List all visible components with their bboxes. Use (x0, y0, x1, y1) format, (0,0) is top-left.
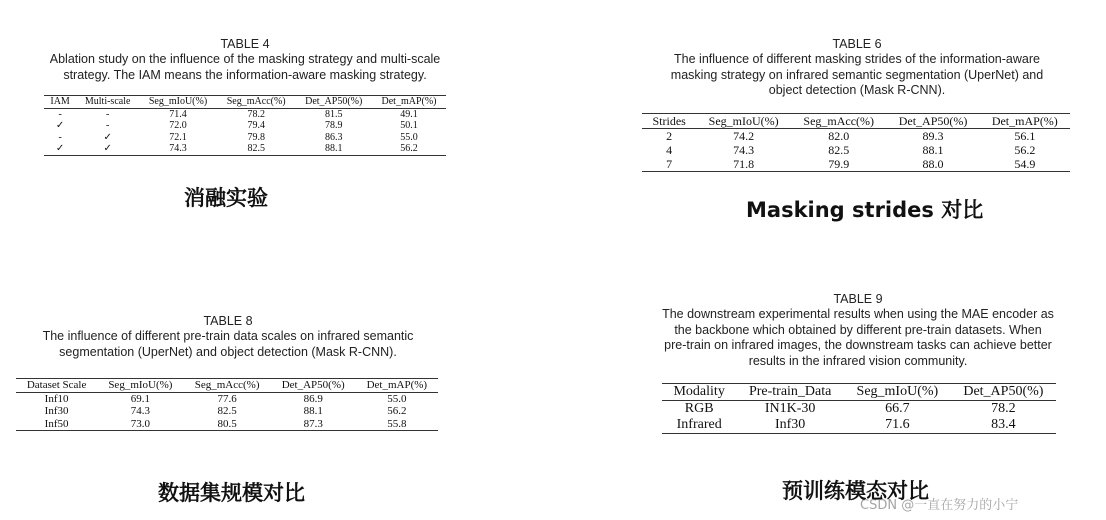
table-cell: Inf50 (44, 417, 69, 430)
table-cell: 2 (666, 128, 673, 143)
table6 (642, 113, 1070, 172)
table-row (642, 128, 1070, 143)
table-cell: 88.0 (922, 156, 944, 171)
table-cell: 56.2 (1014, 142, 1036, 157)
table-cell: 82.5 (247, 143, 265, 154)
table-cell: 82.5 (828, 142, 850, 157)
table-row (16, 392, 438, 405)
col-header: Multi-scale (84, 96, 131, 107)
col-header: Seg_mIoU(%) (708, 113, 779, 128)
table6-caption (640, 52, 1074, 99)
col-header: Seg_mAcc(%) (194, 379, 260, 391)
caption-line: The downstream experimental results when using the MAE encoder as (662, 307, 1054, 321)
caption-line: results in the infrared vision community. (748, 353, 968, 368)
table-cell: Inf10 (44, 392, 69, 405)
caption-line: pre-train on infrared images, the downstream tasks can achieve better (664, 338, 1052, 352)
col-header: Seg_mAcc(%) (226, 96, 286, 107)
table-row (642, 157, 1070, 172)
table-cell: 74.3 (733, 142, 755, 157)
table-cell: 79.9 (828, 156, 850, 171)
col-header: Seg_mAcc(%) (803, 113, 875, 128)
table-cell: 86.9 (303, 392, 323, 405)
table-cell: 55.0 (400, 131, 418, 143)
table-row (44, 132, 446, 144)
caption-line: masking strategy on infrared semantic segmentation (UperNet) and (670, 67, 1044, 82)
table-cell: 72.1 (169, 131, 187, 143)
caption-line: object detection (Mask R-CNN). (768, 83, 946, 97)
table-cell: ✓ (55, 120, 65, 131)
table-cell: 55.8 (387, 417, 407, 430)
table-cell: 71.6 (885, 417, 910, 432)
table-row (662, 417, 1056, 434)
caption-line: segmentation (UperNet) and object detection (Mask R-CNN). (59, 344, 397, 359)
table-cell: 49.1 (400, 108, 418, 120)
table-cell: 55.0 (387, 392, 407, 405)
table-cell: 7 (666, 156, 673, 171)
table-cell: 82.0 (828, 128, 850, 143)
table-cell: Inf30 (774, 417, 806, 432)
table-cell: 74.2 (733, 128, 755, 143)
table9-block (634, 292, 1082, 434)
table-cell: 80.5 (217, 417, 237, 430)
table-cell: 89.3 (922, 128, 944, 143)
table-cell: 66.7 (885, 401, 910, 416)
table-cell: RGB (684, 401, 714, 416)
caption-line: the backbone which obtained by different pre-train datasets. When (674, 322, 1042, 337)
table8-caption (14, 329, 442, 360)
table-cell: 73.0 (130, 417, 151, 430)
table-cell: 50.1 (400, 120, 418, 131)
table-cell: Inf30 (44, 405, 69, 417)
table8 (16, 378, 438, 431)
col-header: Det_mAP(%) (381, 96, 437, 107)
table-cell: 88.1 (922, 142, 944, 157)
col-header: Det_mAP(%) (991, 113, 1058, 128)
table-cell: Infrared (676, 417, 722, 432)
table-cell: ✓ (103, 131, 112, 143)
table-cell: 72.0 (169, 120, 187, 131)
table-cell: 56.2 (400, 143, 418, 154)
table-cell: 86.3 (324, 131, 343, 143)
table-cell: 79.8 (247, 131, 265, 143)
table9 (662, 383, 1056, 434)
table-row (16, 418, 438, 431)
caption-line: Ablation study on the influence of the masking strategy and multi-scale (49, 52, 441, 66)
table-cell: 54.9 (1014, 156, 1036, 171)
col-header: Det_AP50(%) (281, 379, 345, 391)
table4-heading: 消融实验 (184, 186, 268, 210)
table-cell: 77.6 (217, 392, 237, 405)
csdn-watermark: CSDN @一直在努力的小宁 (860, 498, 1019, 513)
table-row (44, 120, 446, 132)
table-cell: 83.4 (991, 417, 1016, 432)
table-cell: 74.3 (169, 143, 187, 154)
col-header: Dataset Scale (26, 379, 87, 391)
table-cell: 78.9 (324, 120, 343, 131)
table-cell: ✓ (55, 143, 65, 154)
table-cell: 88.1 (324, 143, 343, 154)
col-header: Pre-train_Data (748, 384, 832, 399)
table-cell: 87.3 (303, 417, 323, 430)
col-header: Strides (652, 113, 686, 128)
table6-heading: Masking strides 对比 (746, 198, 984, 222)
table-row (44, 108, 446, 120)
col-header: Seg_mIoU(%) (856, 384, 939, 399)
table-cell: 78.2 (247, 108, 265, 120)
caption-line: strategy. The IAM means the information-aware masking strategy. (63, 67, 427, 82)
table-cell: 81.5 (324, 108, 343, 120)
table-cell: 69.1 (130, 392, 151, 405)
col-header: Modality (673, 384, 725, 399)
table-cell: 71.4 (169, 108, 187, 120)
table-cell: 79.4 (247, 120, 265, 131)
table9-heading: 预训练模态对比 (782, 479, 929, 503)
table-cell: - (58, 108, 62, 120)
table-row (44, 143, 446, 155)
table-cell: 71.8 (733, 156, 755, 171)
col-header: Det_AP50(%) (963, 384, 1044, 399)
table-cell: - (105, 120, 110, 131)
col-header: Det_mAP(%) (366, 379, 428, 391)
table8-heading: 数据集规模对比 (158, 481, 305, 505)
caption-line: The influence of different pre-train data scales on infrared semantic (42, 329, 414, 343)
table-row (16, 405, 438, 418)
col-header: IAM (50, 96, 70, 107)
table-header-row (16, 379, 438, 393)
table-header-row (662, 384, 1056, 401)
col-header: Det_AP50(%) (305, 96, 363, 107)
table6-label: TABLE 6 (832, 37, 882, 51)
table-cell: 78.2 (991, 401, 1016, 416)
col-header: Seg_mIoU(%) (148, 96, 208, 107)
col-header: Seg_mIoU(%) (108, 379, 173, 391)
table8-block (14, 314, 442, 431)
table4 (44, 95, 446, 156)
table9-label: TABLE 9 (833, 292, 883, 306)
table-cell: 88.1 (303, 405, 323, 417)
table-cell: - (105, 108, 110, 120)
table-header-row (44, 96, 446, 109)
table6-block (640, 37, 1074, 172)
table-cell: 56.1 (1014, 128, 1036, 143)
table-row (662, 401, 1056, 418)
table-cell: 56.2 (387, 405, 407, 417)
caption-line: The influence of different masking strides of the information-aware (674, 52, 1040, 66)
table4-label: TABLE 4 (220, 37, 270, 51)
table8-label: TABLE 8 (203, 314, 253, 328)
table-cell: ✓ (103, 143, 112, 154)
table4-caption (40, 52, 450, 83)
table-cell: 74.3 (130, 405, 151, 417)
col-header: Det_AP50(%) (898, 113, 968, 128)
table-cell: IN1K-30 (764, 401, 816, 416)
table4-block (40, 37, 450, 156)
table9-caption (634, 307, 1082, 369)
table-header-row (642, 113, 1070, 128)
table-row (642, 143, 1070, 157)
table-cell: - (58, 131, 62, 143)
table-cell: 82.5 (217, 405, 237, 417)
table-cell: 4 (666, 142, 673, 157)
